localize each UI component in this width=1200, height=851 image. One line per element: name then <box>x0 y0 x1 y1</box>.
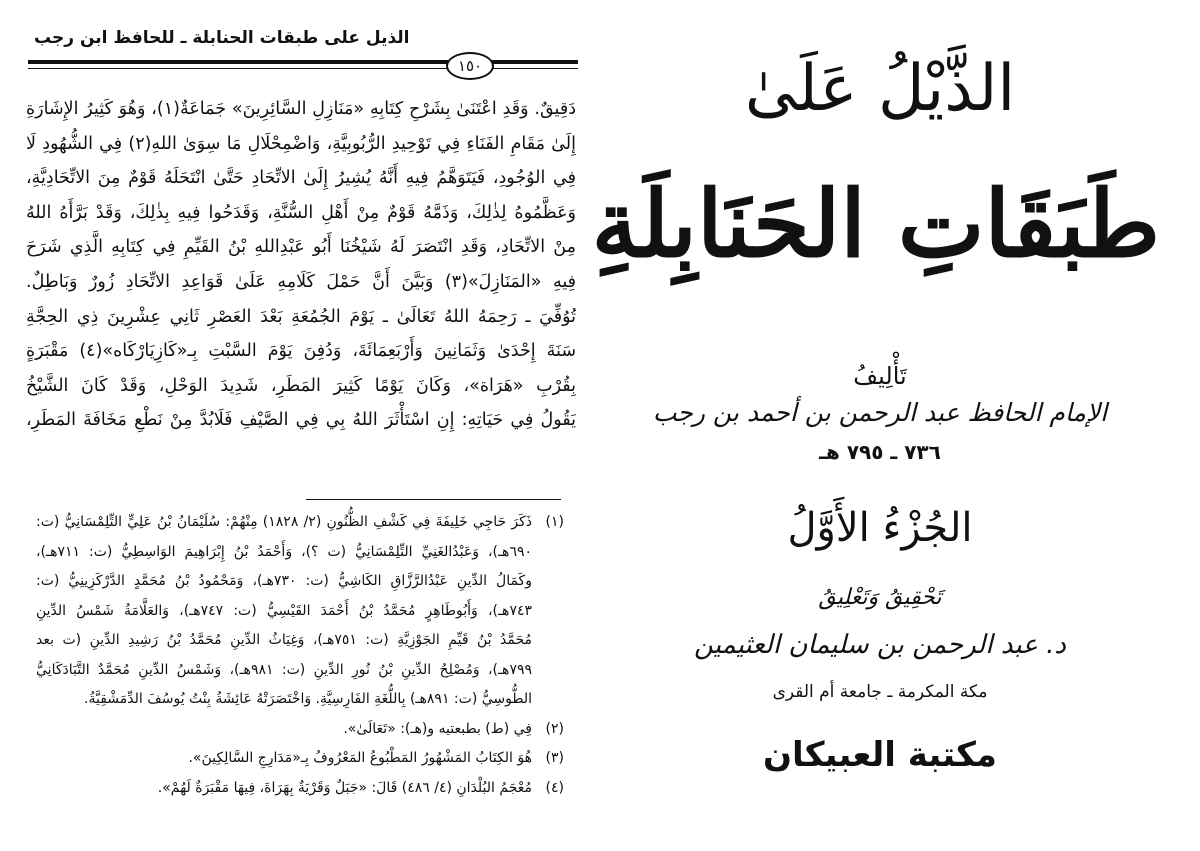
body-line: دَقِيقٌ. وَقَدِ اعْتَنَىٰ بِشَرْحِ كِتَابِهِ «مَنَازِلِ السَّائِرِينَ» جَمَاعَةٌ(١)، وَهُوَ كَثِيرُ الإِشَارَةِ <box>26 99 577 119</box>
header-rule-thin <box>28 68 578 69</box>
footnote-line: ذَكَرَ حَاجِي خَلِيفَةَ فِي كَشْفِ الظُّنُونِ (٢/ ١٨٢٨) مِنْهُمْ: سُلَيْمَانُ بْنُ عَلِيٍّ التِّلِمْسَانِيُّ (ت: <box>36 514 532 530</box>
footnote-line: وكَمَالُ الدِّينِ عَبْدُالرَّزَّاقِ الكَاشِيُّ (ت: ٧٣٠هـ)، وَمَحْمُودُ بْنُ مُحَمَّدٍ الدَّرْكَزِينِيُّ (ت: <box>36 573 532 589</box>
title-line-2: طَبَقَاتِ الحَنَابِلَةِ <box>591 170 1160 278</box>
page-number: ١٥٠ <box>446 52 494 80</box>
title-line-1: الذَّيْلُ عَلَىٰ <box>744 52 1016 126</box>
body-text <box>26 92 576 438</box>
authorship-label: تَأْلِيفُ <box>853 362 907 390</box>
editing-label: تَحْقِيقُ وَتَعْلِيقُ <box>818 585 942 610</box>
volume-label: الجُزْءُ الأَوَّلُ <box>787 505 973 551</box>
footnote-2 <box>36 715 564 745</box>
footnote-4 <box>36 774 564 804</box>
footnote-3 <box>36 744 564 774</box>
body-line: تُوُفِّيَ ـ رَحِمَهُ اللهُ تَعَالَىٰ ـ يَوْمَ الجُمُعَةِ بَعْدَ العَصْرِ ثَانِي عِشْرِينَ ذِي الحِجَّةِ <box>26 306 576 327</box>
footnote-line: فِي (ط) بطبعتيه و(هـ): «تَعَالَىٰ». <box>343 720 532 737</box>
footnote-rule <box>306 499 561 500</box>
footnote-line: ٦٩٠هـ)، وَعَبْدُالغَنِيِّ التِّلِمْسَانِيُّ (ت ؟)، وَأَحْمَدُ بْنُ إِبْرَاهِيمَ الوَاسِطِيُّ (ت: ٧١١هـ)، <box>36 543 532 560</box>
author-name: الإمام الحافظ عبد الرحمن بن أحمد بن رجب <box>652 398 1108 427</box>
footnote-line: الطُّوسِيُّ (ت: ٨٩١هـ) بِاللُّغَةِ الفَارِسِيَّةِ. وَاخْتَصَرَتْهُ عَائِشَةُ بِنْتُ يُوسُفَ الدِّمَشْقِيَّةُ. <box>84 691 532 707</box>
footnote-line: مُحَمَّدُ بْنُ قَيِّمِ الجَوْزِيَّةِ (ت: ٧٥١هـ)، وَغِيَاثُ الدِّينِ مُحَمَّدُ بْنُ رَشِيدِ الدِّينِ (ت بعد <box>36 632 532 648</box>
footnote-line: مُعْجَمُ البُلْدَانِ (٤/ ٤٨٦) قَالَ: «جَبَلٌ وَقَرْيَةٌ بِهَرَاةَ، فِيهَا مَقْبَرَةٌ لَهُمْ». <box>157 779 532 796</box>
body-line: فِي الوُجُودِ، فَيَتَوَهَّمُ فِيهِ أَنَّهُ يُشِيرُ إِلَىٰ الاتِّحَادِ حَتَّىٰ انْتَحَلَهُ قَوْمٌ مِنَ الاتِّحَادِيَّةِ، <box>26 168 576 189</box>
footnote-number: (٢) <box>545 720 564 737</box>
editor-name: د. عبد الرحمن بن سليمان العثيمين <box>694 630 1066 660</box>
editor-affiliation: مكة المكرمة ـ جامعة أم القرى <box>772 682 988 702</box>
header-rule <box>28 60 578 64</box>
footnote-number: (١) <box>545 514 564 530</box>
body-line: إِلَىٰ مَقَامِ الفَنَاءِ فِي تَوْحِيدِ الرُّبُوبِيَّةِ، وَاضْمِحْلَالِ مَا سِوَىٰ اللهِ(٢) فِي الشُّهُودِ لَا <box>26 133 577 154</box>
author-dates: ٧٣٦ ـ ٧٩٥ هـ <box>819 440 941 464</box>
footnote-1 <box>36 508 564 715</box>
footnote-number: (٤) <box>545 779 564 796</box>
title-page <box>591 0 1200 851</box>
body-line: يَقُولُ فِي حَيَاتِهِ: إِنِ اسْتَأْثَرَ اللهُ بِي فِي الصَّيْفِ فَلَابُدَّ مِنْ نَطْعِ مَخَافَةَ المَطَرِ، <box>26 410 576 431</box>
body-line: بِقُرْبِ «هَرَاة»، وَكَانَ يَوْمًا كَثِيرَ المَطَرِ، شَدِيدَ الوَحْلِ، وَقَدْ كَانَ الشَّيْخُ <box>26 375 576 396</box>
body-line: مِنْ الاتِّحَادِ، وَقَدِ انْتَصَرَ لَهُ شَيْخُنَا أَبُو عَبْدِاللهِ بْنُ القَيِّمِ فِي كِتَابِهِ الَّذِي شَرَحَ <box>26 237 576 258</box>
publisher-logo: مكتبة العبيكان <box>763 735 997 775</box>
footnote-number: (٣) <box>545 750 564 766</box>
footnote-line: هُوَ الكِتَابُ المَشْهُورُ المَطْبُوعُ المَعْرُوفُ بِـ«مَدَارِجِ السَّالِكِينَ». <box>188 750 532 766</box>
footnotes <box>36 508 564 803</box>
footnote-line: ٧٩٩هـ)، وَمُصْلِحُ الدِّينِ بْنُ نُورِ الدِّينِ (ت: ٩٨١هـ)، وَشَمْسُ الدِّينِ مُحَمَّدٌ التَّبَادَكَانِيُّ <box>36 661 532 678</box>
body-line: وَعَظَّمُوهُ لِذٰلِكَ، وَذَمَّهُ قَوْمٌ مِنْ أَهْلِ السُّنَّةِ، وَقَدَحُوا فِيهِ بِذٰلِكَ، وَقَدْ بَرَّأَهُ اللهُ <box>26 202 576 223</box>
footnote-line: ٧٤٣هـ)، وَأَبُوطَاهِرٍ مُحَمَّدُ بْنُ أَحْمَدَ القَيْسِيُّ (ت: ٧٤٧هـ)، وَالعَلَّامَةُ شَمْسُ الدِّينِ <box>36 602 532 619</box>
body-line: فِيهِ «المَنَازِلَ»(٣) وَبَيَّنَ أَنَّ حَمْلَ كَلَامِهِ عَلَىٰ قَوَاعِدِ الاتِّحَادِ زُورٌ وَبَاطِلٌ. <box>26 271 576 292</box>
body-line: سَنَةَ إِحْدَىٰ وَثَمَانِينَ وَأَرْبَعِمَائَةَ، وَدُفِنَ يَوْمَ السَّبْتِ بِـ«كَازِيَارْكَاه»(٤) مَقْبَرَةٍ <box>26 341 576 362</box>
running-head: الذيل على طبقات الحنابلة ـ للحافظ ابن رجب <box>34 28 410 48</box>
